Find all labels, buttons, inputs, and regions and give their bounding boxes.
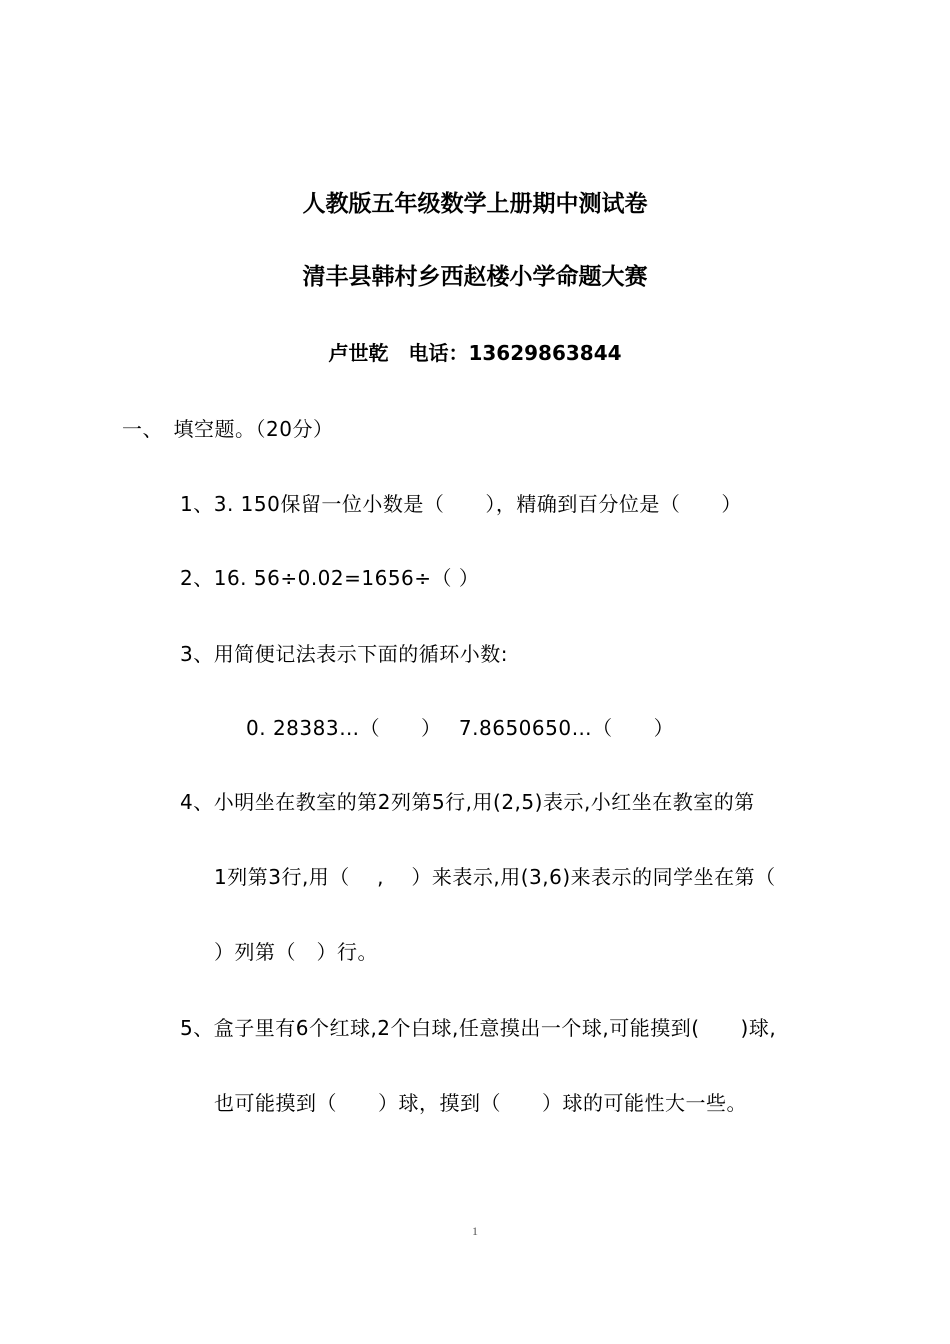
question-5-line-1: 5、盒子里有6个红球,2个白球,任意摸出一个球,可能摸到( )球, xyxy=(180,1016,777,1040)
question-1: 1、3. 150保留一位小数是（ ），精确到百分位是（ ） xyxy=(180,492,742,516)
question-4-line-2: 1列第3行,用（ , ）来表示,用(3,6)来表示的同学坐在第（ xyxy=(214,865,776,889)
exam-title: 人教版五年级数学上册期中测试卷 xyxy=(302,191,648,217)
question-5-line-2: 也可能摸到（ ）球，摸到（ ）球的可能性大一些。 xyxy=(214,1091,747,1115)
author-contact: 卢世乾 电话：13629863844 xyxy=(328,341,622,365)
page-number: 1 xyxy=(472,1224,478,1238)
question-2: 2、16. 56÷0.02=1656÷（ ） xyxy=(180,566,480,590)
question-3: 3、用简便记法表示下面的循环小数: xyxy=(180,642,508,666)
question-4-line-3: ）列第（ ）行。 xyxy=(214,940,378,964)
section-heading: 一、 填空题。（20分） xyxy=(122,417,334,441)
question-3-items: 0. 28383…（ ） 7.8650650…（ ） xyxy=(246,716,675,740)
exam-subtitle: 清丰县韩村乡西赵楼小学命题大赛 xyxy=(302,264,648,290)
question-4-line-1: 4、小明坐在教室的第2列第5行,用(2,5)表示,小红坐在教室的第 xyxy=(180,790,755,814)
